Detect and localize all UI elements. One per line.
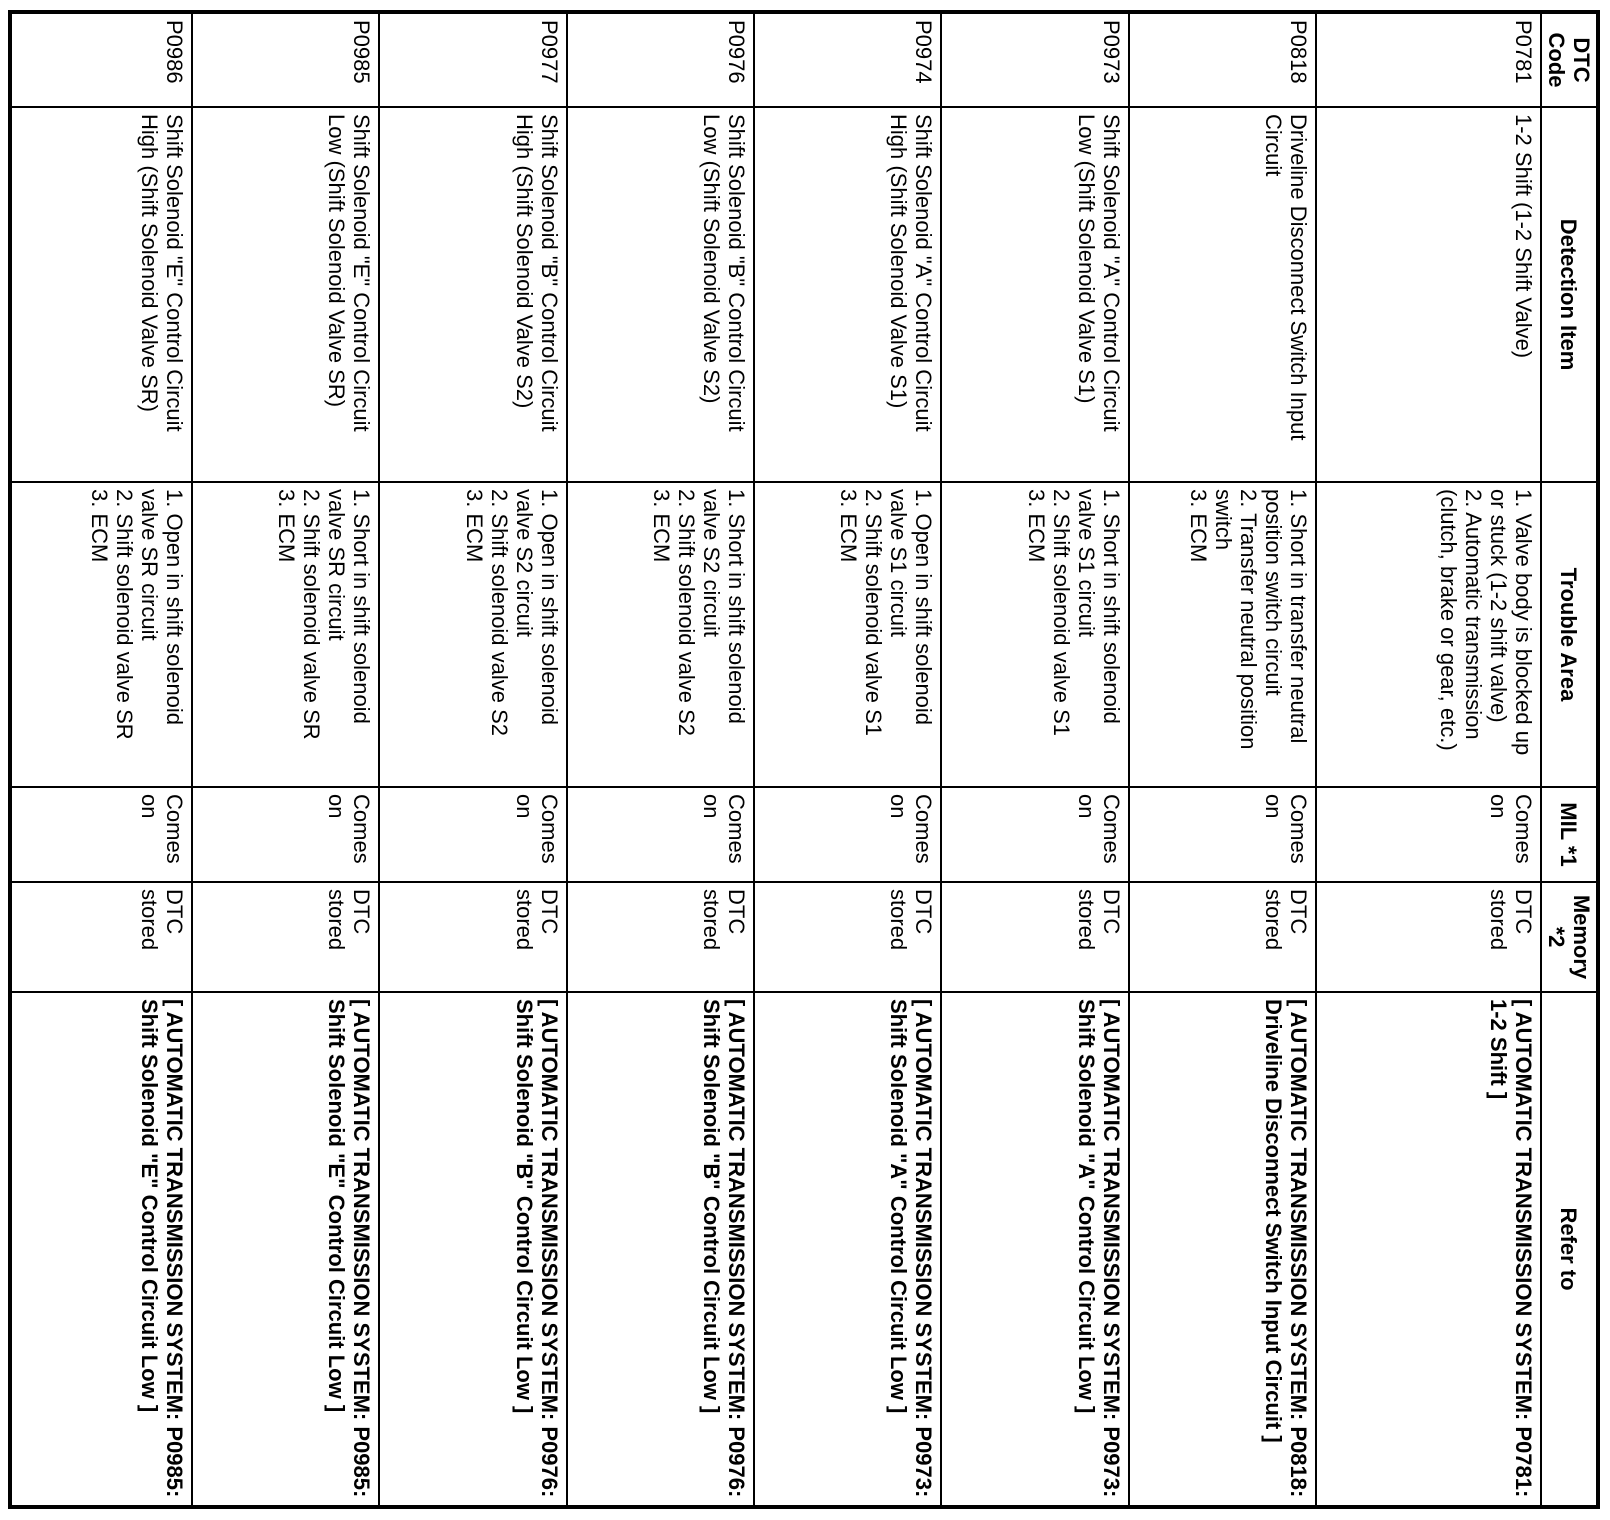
refer-to-cell: [ AUTOMATIC TRANSMISSION SYSTEM: P0973: Shift Solenoid "A" Control Circuit Low ] bbox=[754, 992, 941, 1507]
memory-cell: DTC stored bbox=[10, 882, 192, 992]
memory-cell: DTC stored bbox=[754, 882, 941, 992]
trouble-area-item: 3. ECM bbox=[274, 489, 300, 563]
trouble-area-list bbox=[1024, 489, 1124, 780]
refer-to-cell: [ AUTOMATIC TRANSMISSION SYSTEM: P0818: Driveline Disconnect Switch Input Circuit ] bbox=[1129, 992, 1316, 1507]
header-refer-to: Refer to bbox=[1541, 992, 1598, 1507]
dtc-table bbox=[8, 10, 1600, 1509]
refer-to-cell: [ AUTOMATIC TRANSMISSION SYSTEM: P0973: Shift Solenoid "A" Control Circuit Low ] bbox=[941, 992, 1128, 1507]
refer-to-cell: [ AUTOMATIC TRANSMISSION SYSTEM: P0985: Shift Solenoid "E" Control Circuit Low ] bbox=[10, 992, 192, 1507]
trouble-area-item: 2. Shift solenoid valve S2 bbox=[486, 489, 512, 737]
table-row bbox=[1316, 12, 1541, 1507]
trouble-area-item: 1. Valve body is blocked up or stuck (1-2 shift valve) bbox=[1486, 489, 1536, 756]
trouble-area-item: 3. ECM bbox=[836, 489, 862, 563]
detection-item-cell: Shift Solenoid "E" Control Circuit High (Shift Solenoid Valve SR) bbox=[10, 107, 192, 482]
trouble-area-item: 1. Short in transfer neutral position switch circuit bbox=[1261, 489, 1312, 744]
dtc-code-cell: P0977 bbox=[379, 12, 566, 107]
mil-cell: Comes on bbox=[1129, 787, 1316, 882]
refer-to-cell: [ AUTOMATIC TRANSMISSION SYSTEM: P0781: 1-2 Shift ] bbox=[1316, 992, 1541, 1507]
trouble-area-item: 1. Open in shift solenoid valve S1 circuit bbox=[886, 489, 937, 726]
trouble-area-item: 1. Open in shift solenoid valve SR circuit bbox=[137, 489, 188, 726]
refer-to-cell: [ AUTOMATIC TRANSMISSION SYSTEM: P0976: Shift Solenoid "B" Control Circuit Low ] bbox=[567, 992, 754, 1507]
header-mil: MIL *1 bbox=[1541, 787, 1598, 882]
trouble-area-list bbox=[1186, 489, 1311, 780]
mil-cell: Comes on bbox=[754, 787, 941, 882]
trouble-area-list bbox=[274, 489, 374, 780]
detection-item-cell: Shift Solenoid "E" Control Circuit Low (Shift Solenoid Valve SR) bbox=[192, 107, 379, 482]
dtc-code-cell: P0985 bbox=[192, 12, 379, 107]
dtc-code-cell: P0973 bbox=[941, 12, 1128, 107]
trouble-area-cell bbox=[1316, 482, 1541, 787]
trouble-area-cell bbox=[754, 482, 941, 787]
trouble-area-item: 3. ECM bbox=[87, 489, 113, 563]
detection-item-cell: Driveline Disconnect Switch Input Circuit bbox=[1129, 107, 1316, 482]
dtc-code-cell: P0818 bbox=[1129, 12, 1316, 107]
table-row bbox=[1129, 12, 1316, 1507]
trouble-area-list bbox=[649, 489, 749, 780]
mil-cell: Comes on bbox=[192, 787, 379, 882]
dtc-code-cell: P0781 bbox=[1316, 12, 1541, 107]
trouble-area-item: 2. Shift solenoid valve SR bbox=[299, 489, 325, 740]
trouble-area-item: 2. Shift solenoid valve S1 bbox=[1048, 489, 1074, 737]
memory-cell: DTC stored bbox=[192, 882, 379, 992]
trouble-area-item: 3. ECM bbox=[649, 489, 675, 563]
trouble-area-item: 3. ECM bbox=[1186, 489, 1212, 563]
mil-cell: Comes on bbox=[10, 787, 192, 882]
trouble-area-item: 2. Shift solenoid valve S2 bbox=[674, 489, 700, 737]
detection-item-cell: Shift Solenoid "A" Control Circuit High (Shift Solenoid Valve S1) bbox=[754, 107, 941, 482]
trouble-area-item: 2. Transfer neutral position switch bbox=[1211, 489, 1262, 750]
memory-cell: DTC stored bbox=[567, 882, 754, 992]
header-dtc-code: DTC Code bbox=[1541, 12, 1598, 107]
table-row bbox=[754, 12, 941, 1507]
header-trouble-area: Trouble Area bbox=[1541, 482, 1598, 787]
table-body bbox=[10, 12, 1541, 1507]
dtc-code-cell: P0974 bbox=[754, 12, 941, 107]
memory-cell: DTC stored bbox=[379, 882, 566, 992]
refer-to-cell: [ AUTOMATIC TRANSMISSION SYSTEM: P0976: Shift Solenoid "B" Control Circuit Low ] bbox=[379, 992, 566, 1507]
table-row bbox=[10, 12, 192, 1507]
trouble-area-list bbox=[836, 489, 936, 780]
trouble-area-item: 1. Short in shift solenoid valve S2 circuit bbox=[699, 489, 750, 724]
memory-cell: DTC stored bbox=[1316, 882, 1541, 992]
trouble-area-list bbox=[1436, 489, 1536, 780]
dtc-code-cell: P0976 bbox=[567, 12, 754, 107]
trouble-area-item: 2. Shift solenoid valve SR bbox=[112, 489, 138, 740]
trouble-area-item: 1. Open in shift solenoid valve S2 circuit bbox=[511, 489, 562, 726]
mil-cell: Comes on bbox=[1316, 787, 1541, 882]
trouble-area-list bbox=[87, 489, 187, 780]
table-row bbox=[192, 12, 379, 1507]
table-row bbox=[379, 12, 566, 1507]
table-header-row bbox=[1541, 12, 1598, 1507]
trouble-area-item: 2. Automatic transmission (clutch, brake or gear, etc.) bbox=[1436, 489, 1486, 751]
mil-cell: Comes on bbox=[379, 787, 566, 882]
trouble-area-cell bbox=[567, 482, 754, 787]
mil-cell: Comes on bbox=[941, 787, 1128, 882]
trouble-area-cell bbox=[379, 482, 566, 787]
trouble-area-item: 1. Short in shift solenoid valve SR circuit bbox=[324, 489, 375, 724]
detection-item-cell: Shift Solenoid "B" Control Circuit Low (Shift Solenoid Valve S2) bbox=[567, 107, 754, 482]
table-row bbox=[941, 12, 1128, 1507]
header-detection-item: Detection Item bbox=[1541, 107, 1598, 482]
trouble-area-cell bbox=[10, 482, 192, 787]
refer-to-cell: [ AUTOMATIC TRANSMISSION SYSTEM: P0985: Shift Solenoid "E" Control Circuit Low ] bbox=[192, 992, 379, 1507]
trouble-area-cell bbox=[192, 482, 379, 787]
trouble-area-item: 3. ECM bbox=[461, 489, 487, 563]
trouble-area-cell bbox=[1129, 482, 1316, 787]
header-memory: Memory *2 bbox=[1541, 882, 1598, 992]
trouble-area-item: 1. Short in shift solenoid valve S1 circuit bbox=[1073, 489, 1124, 724]
memory-cell: DTC stored bbox=[941, 882, 1128, 992]
trouble-area-list bbox=[462, 489, 562, 780]
trouble-area-item: 2. Shift solenoid valve S1 bbox=[861, 489, 887, 737]
trouble-area-item: 3. ECM bbox=[1023, 489, 1049, 563]
detection-item-cell: 1-2 Shift (1-2 Shift Valve) bbox=[1316, 107, 1541, 482]
trouble-area-cell bbox=[941, 482, 1128, 787]
table-row bbox=[567, 12, 754, 1507]
memory-cell: DTC stored bbox=[1129, 882, 1316, 992]
detection-item-cell: Shift Solenoid "B" Control Circuit High (Shift Solenoid Valve S2) bbox=[379, 107, 566, 482]
dtc-code-cell: P0986 bbox=[10, 12, 192, 107]
detection-item-cell: Shift Solenoid "A" Control Circuit Low (Shift Solenoid Valve S1) bbox=[941, 107, 1128, 482]
mil-cell: Comes on bbox=[567, 787, 754, 882]
